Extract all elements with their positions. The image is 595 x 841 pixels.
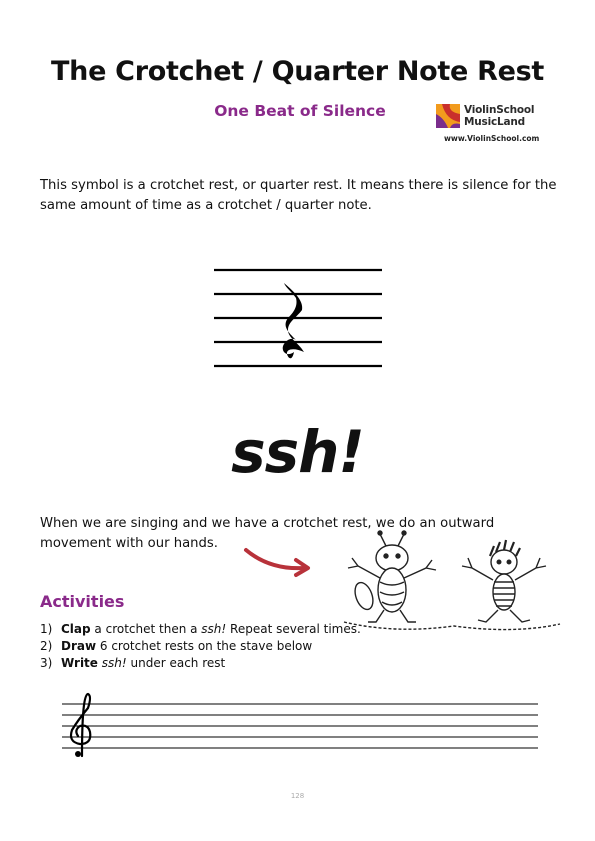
activity-emphasis: ssh!	[201, 622, 227, 636]
page-subtitle: One Beat of Silence	[214, 102, 386, 120]
singing-paragraph: When we are singing and we have a crotchet rest, we do an outward movement with our hands.	[40, 516, 495, 551]
curved-arrow-icon	[240, 544, 314, 578]
page-number: 128	[290, 792, 305, 800]
activity-text: Repeat several times.	[226, 622, 361, 636]
bug-left	[348, 531, 436, 622]
activity-verb: Clap	[61, 622, 91, 636]
activity-verb: Draw	[61, 639, 97, 653]
activity-verb: Write	[61, 656, 98, 670]
activity-item	[40, 638, 560, 655]
activity-text: a crotchet then a	[90, 622, 202, 636]
activities-list	[40, 621, 560, 672]
logo-line-2: MusicLand	[464, 116, 525, 128]
activity-number: 3)	[40, 656, 53, 670]
activity-text: 6 crotchet rests on the stave below	[96, 639, 313, 653]
bug-right	[462, 540, 546, 622]
violinschool-logo	[436, 104, 546, 146]
logo-line-1: ViolinSchool	[464, 104, 535, 116]
page-title: The Crotchet / Quarter Note Rest	[51, 56, 544, 87]
intro-paragraph: This symbol is a crotchet rest, or quarter rest. It means there is silence for the same amount of time as a crotchet / quarter note.	[40, 178, 557, 213]
logo-mark-icon	[436, 104, 460, 128]
activity-emphasis: ssh!	[101, 656, 127, 670]
practice-staff	[62, 690, 538, 760]
singing-bugs-illustration	[334, 522, 566, 636]
logo-url: www.ViolinSchool.com	[444, 134, 540, 143]
activity-item	[40, 655, 560, 672]
activity-number: 2)	[40, 639, 53, 653]
activities-heading: Activities	[40, 592, 125, 611]
activity-text: under each rest	[126, 656, 226, 670]
rest-staff	[214, 266, 382, 370]
ssh-word: ssh!	[231, 418, 364, 486]
activity-number: 1)	[40, 622, 53, 636]
activity-item	[40, 621, 560, 638]
